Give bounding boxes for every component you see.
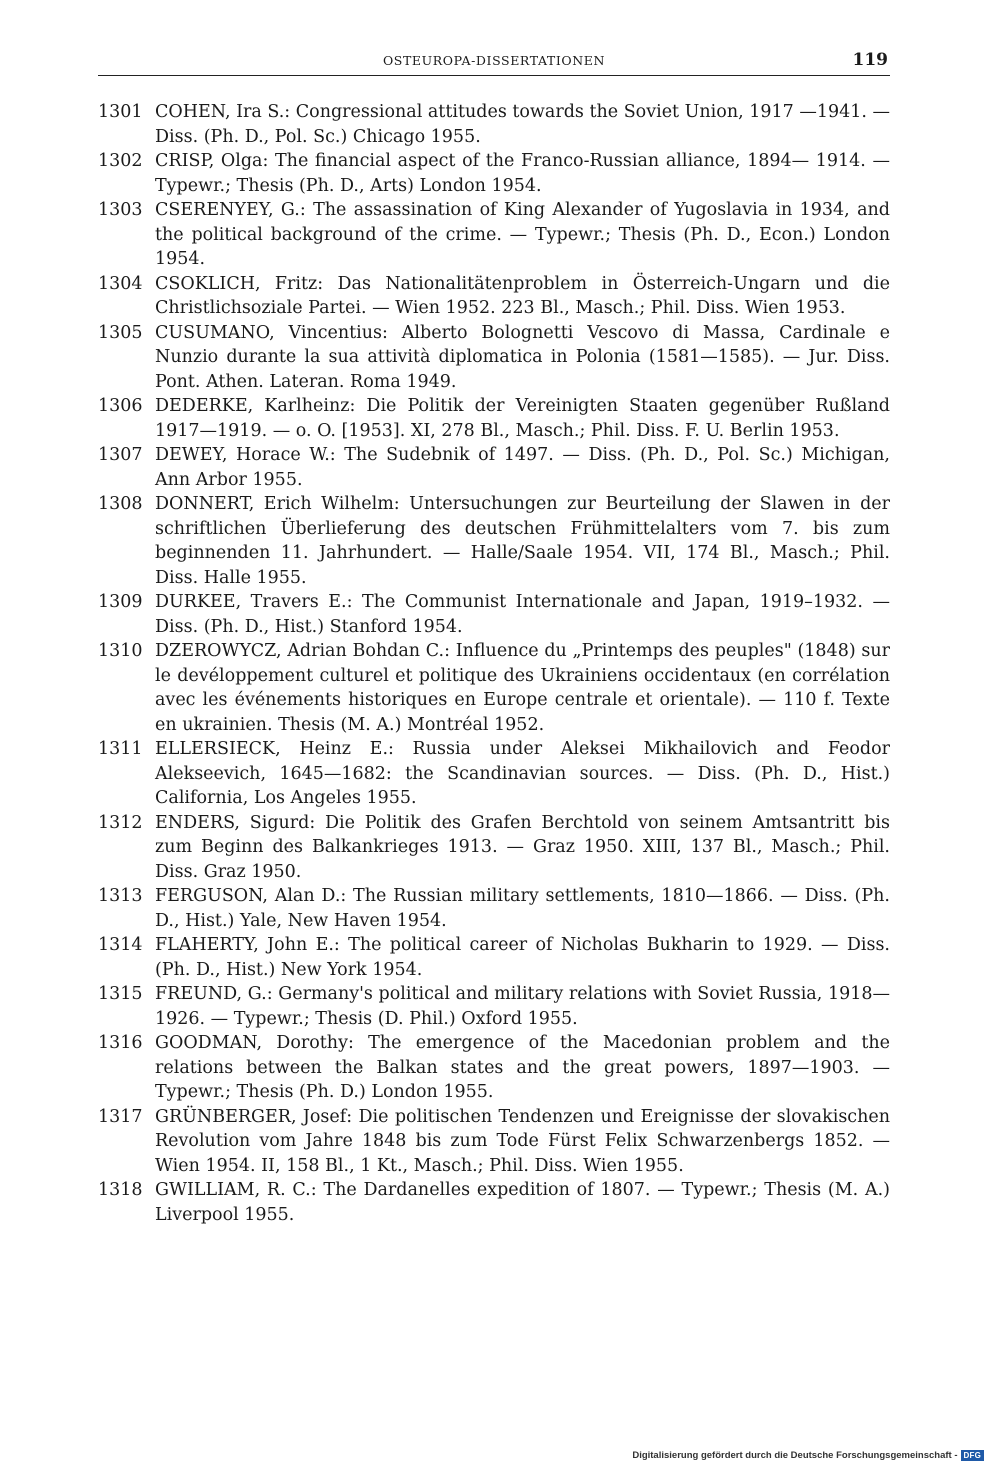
entry-number: 1311: [98, 739, 143, 759]
entry: [98, 198, 890, 272]
digitization-credit: [632, 1450, 984, 1461]
entry-number: 1313: [98, 886, 143, 906]
entry-number: 1314: [98, 935, 143, 955]
entry-text: DURKEE, Travers E.: The Communist Internationale and Japan, 1919–1932. — Diss. (Ph. D., Hist.) Stanford 1954.: [155, 592, 890, 637]
entry-number: 1303: [98, 200, 143, 220]
entry: [98, 590, 890, 639]
entry-text: GWILLIAM, R. C.: The Dardanelles expedition of 1807. — Typewr.; Thesis (M. A.) Liverpool 1955.: [155, 1180, 890, 1225]
entry: [98, 100, 890, 149]
entry: [98, 811, 890, 885]
entry-number: 1310: [98, 641, 143, 661]
entry-text: GOODMAN, Dorothy: The emergence of the Macedonian problem and the relations between the Balkan states and the great powers, 1897—1903. — Typewr.; Thesis (Ph. D.) London 1955.: [155, 1033, 890, 1102]
entry-number: 1306: [98, 396, 143, 416]
entry-text: CSOKLICH, Fritz: Das Nationalitätenproblem in Österreich-Ungarn und die Christlichsoziale Partei. — Wien 1952. 223 Bl., Masch.; Phil. Diss. Wien 1953.: [155, 273, 890, 318]
entry-number: 1301: [98, 102, 143, 122]
entry-text: DEDERKE, Karlheinz: Die Politik der Vereinigten Staaten gegenüber Rußland 1917—1919. — o. O. [1953]. XI, 278 Bl., Masch.; Phil. Diss. F. U. Berlin 1953.: [155, 396, 890, 441]
entry-number: 1318: [98, 1180, 143, 1200]
entry: [98, 884, 890, 933]
credit-text: Digitalisierung gefördert durch die Deutsche Forschungsgemeinschaft -: [632, 1450, 958, 1461]
entry-text: FERGUSON, Alan D.: The Russian military settlements, 1810—1866. — Diss. (Ph. D., Hist.) Yale, New Haven 1954.: [155, 886, 890, 931]
bibliography-list: [98, 100, 890, 1227]
entry-number: 1308: [98, 494, 143, 514]
entry-text: CRISP, Olga: The financial aspect of the Franco-Russian alliance, 1894— 1914. — Typewr.; Thesis (Ph. D., Arts) London 1954.: [155, 151, 890, 196]
entry: [98, 639, 890, 737]
header-rule: [98, 75, 890, 76]
entry-number: 1305: [98, 322, 143, 343]
entry: [98, 394, 890, 443]
entry: [98, 1105, 890, 1179]
page-number: 119: [852, 50, 888, 70]
entry-text: ELLERSIECK, Heinz E.: Russia under Aleksei Mikhailovich and Feodor Alekseevich, 1645—1682: the Scandinavian sources. — Diss. (Ph. D., Hist.) California, Los Angeles 1955.: [155, 739, 890, 808]
entry-number: 1316: [98, 1033, 143, 1053]
entry: [98, 737, 890, 811]
entry-text: DEWEY, Horace W.: The Sudebnik of 1497. — Diss. (Ph. D., Pol. Sc.) Michigan, Ann Arbor 1955.: [155, 445, 890, 490]
entry: [98, 321, 890, 395]
entry-number: 1302: [98, 151, 143, 171]
entry: [98, 1031, 890, 1105]
entry-text: COHEN, Ira S.: Congressional attitudes towards the Soviet Union, 1917 —1941. — Diss. (Ph. D., Pol. Sc.) Chicago 1955.: [155, 102, 890, 147]
dfg-logo: DFG: [961, 1450, 985, 1461]
entry: [98, 272, 890, 321]
running-head: OSTEUROPA-DISSERTATIONEN: [382, 53, 606, 68]
entry-number: 1312: [98, 812, 143, 833]
entry-text: ENDERS, Sigurd: Die Politik des Grafen Berchtold von seinem Amtsantritt bis zum Beginn des Balkankrieges 1913. — Graz 1950. XIII, 137 Bl., Masch.; Phil. Diss. Graz 1950.: [155, 812, 890, 882]
entry: [98, 149, 890, 198]
entry: [98, 933, 890, 982]
entry-number: 1307: [98, 445, 143, 465]
entry-text: DZEROWYCZ, Adrian Bohdan C.: Influence du „Printemps des peuples" (1848) sur le devéloppement culturel et politique des Ukrainiens occidentaux (en corrélation avec les événements historiques en Europe centrale et orientale). — 110 f. Texte en ukrainien. Thesis (M. A.) Montréal 1952.: [155, 641, 890, 735]
entry-number: 1315: [98, 984, 143, 1004]
entry-number: 1309: [98, 592, 143, 612]
entry: [98, 492, 890, 590]
page-header: [98, 50, 890, 78]
entry-text: CUSUMANO, Vincentius: Alberto Bolognetti Vescovo di Massa, Cardinale e Nunzio durante la sua attività diplomatica in Polonia (1581—1585). — Jur. Diss. Pont. Athen. Lateran. Roma 1949.: [155, 322, 890, 392]
entry-text: FREUND, G.: Germany's political and military relations with Soviet Russia, 1918—1926. — Typewr.; Thesis (D. Phil.) Oxford 1955.: [155, 984, 890, 1029]
entry-text: FLAHERTY, John E.: The political career of Nicholas Bukharin to 1929. — Diss. (Ph. D., Hist.) New York 1954.: [155, 935, 890, 980]
entry: [98, 1178, 890, 1227]
entry-text: DONNERT, Erich Wilhelm: Untersuchungen zur Beurteilung der Slawen in der schriftlichen Überlieferung des deutschen Frühmittelalters vom 7. bis zum beginnenden 11. Jahrhundert. — Halle/Saale 1954. VII, 174 Bl., Masch.; Phil. Diss. Halle 1955.: [155, 494, 890, 588]
entry-number: 1317: [98, 1106, 143, 1127]
entry-text: CSERENYEY, G.: The assassination of King Alexander of Yugoslavia in 1934, and the political background of the crime. — Typewr.; Thesis (Ph. D., Econ.) London 1954.: [155, 200, 890, 269]
entry: [98, 982, 890, 1031]
entry-text: GRÜNBERGER, Josef: Die politischen Tendenzen und Ereignisse der slovakischen Revolution vom Jahre 1848 bis zum Tode Fürst Felix Schwarzenbergs 1852. — Wien 1954. II, 158 Bl., 1 Kt., Masch.; Phil. Diss. Wien 1955.: [155, 1106, 890, 1176]
entry: [98, 443, 890, 492]
entry-number: 1304: [98, 273, 143, 294]
